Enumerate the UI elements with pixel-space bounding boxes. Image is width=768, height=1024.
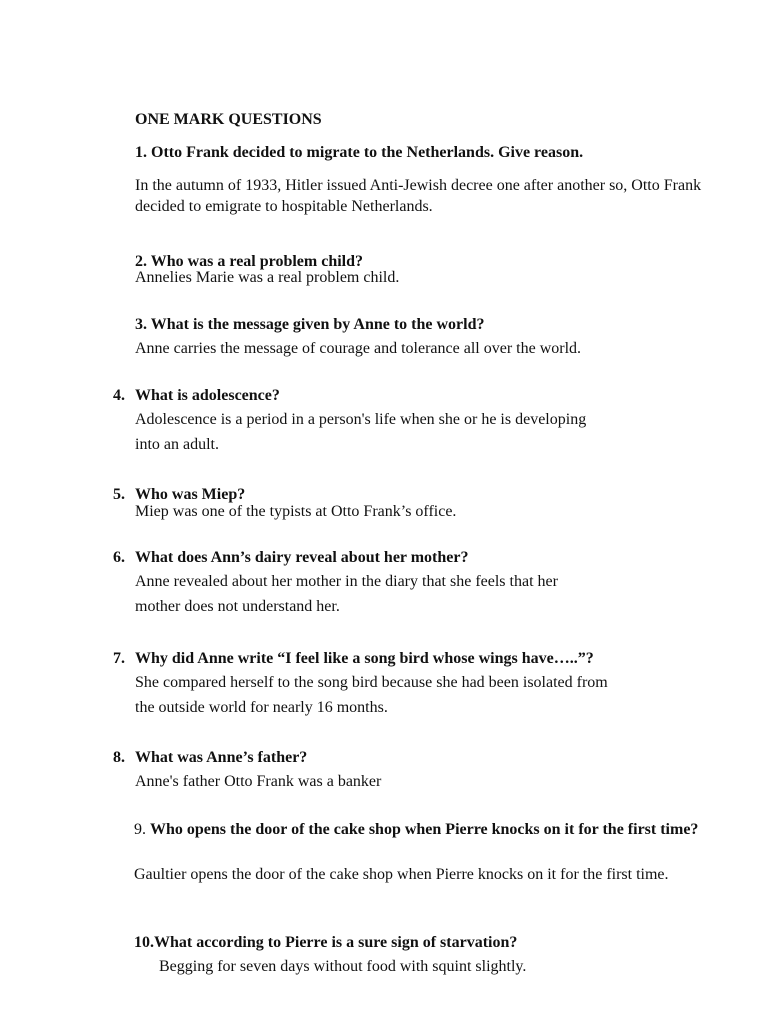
answer-3: Anne carries the message of courage and tolerance all over the world. — [135, 340, 582, 357]
answer-7-line-1: She compared herself to the song bird because she had been isolated from — [135, 674, 608, 691]
question-4-number: 4. — [113, 387, 125, 404]
question-7-number: 7. — [113, 650, 125, 667]
question-8-number: 8. — [113, 749, 125, 766]
answer-10: Begging for seven days without food with squint slightly. — [159, 958, 527, 975]
answer-9: Gaultier opens the door of the cake shop when Pierre knocks on it for the first time. — [134, 866, 669, 883]
question-3: 3. What is the message given by Anne to the world? — [135, 316, 485, 333]
question-6-number: 6. — [113, 549, 125, 566]
question-9 — [134, 819, 714, 840]
question-8: What was Anne’s father? — [135, 749, 308, 766]
question-4: What is adolescence? — [135, 387, 280, 404]
question-7: Why did Anne write “I feel like a song bird whose wings have…..”? — [135, 650, 594, 667]
question-10: 10.What according to Pierre is a sure sign of starvation? — [134, 934, 518, 951]
question-6: What does Ann’s dairy reveal about her mother? — [135, 549, 469, 566]
question-5: Who was Miep? — [135, 486, 246, 503]
question-1: 1. Otto Frank decided to migrate to the Netherlands. Give reason. — [135, 144, 584, 161]
answer-5: Miep was one of the typists at Otto Frank’s office. — [135, 503, 457, 520]
answer-2: Annelies Marie was a real problem child. — [135, 269, 400, 286]
question-9-number: 9. — [134, 821, 146, 838]
answer-6-line-2: mother does not understand her. — [135, 598, 340, 615]
question-9-text: Who opens the door of the cake shop when Pierre knocks on it for the first time? — [150, 821, 699, 838]
answer-4-line-2: into an adult. — [135, 436, 219, 453]
answer-6-line-1: Anne revealed about her mother in the diary that she feels that her — [135, 573, 558, 590]
question-2: 2. Who was a real problem child? — [135, 253, 364, 270]
question-5-number: 5. — [113, 486, 125, 503]
answer-4-line-1: Adolescence is a period in a person's life when she or he is developing — [135, 411, 587, 428]
answer-1: In the autumn of 1933, Hitler issued Anti-Jewish decree one after another so, Otto Frank decided to emigrate to hospitable Netherlands. — [135, 177, 702, 215]
answer-8: Anne's father Otto Frank was a banker — [135, 773, 382, 790]
page-heading: ONE MARK QUESTIONS — [135, 111, 322, 128]
answer-7-line-2: the outside world for nearly 16 months. — [135, 699, 388, 716]
